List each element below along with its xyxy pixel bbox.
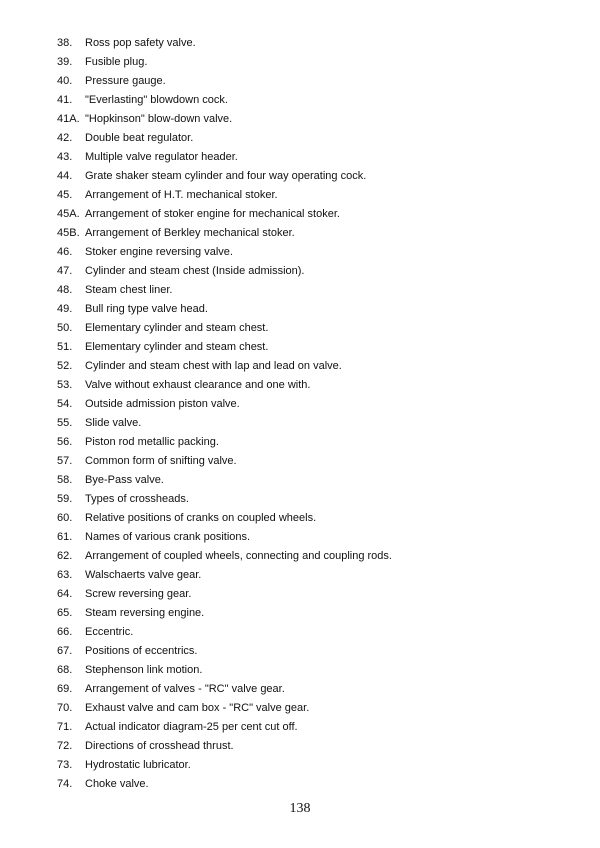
list-item [57, 338, 392, 357]
item-number: 44. [57, 170, 73, 182]
list-item [57, 737, 392, 756]
item-text: Names of various crank positions. [85, 531, 251, 543]
list-item [57, 357, 392, 376]
list-item [57, 319, 392, 338]
item-number: 68. [57, 664, 73, 676]
item-text: Cylinder and steam chest (Inside admission). [85, 265, 305, 277]
item-number: 50. [57, 322, 73, 334]
item-number: 64. [57, 588, 73, 600]
list-item [57, 243, 392, 262]
item-text: Exhaust valve and cam box - "RC" valve gear. [85, 702, 310, 714]
item-number: 59. [57, 493, 73, 505]
list-item [57, 262, 392, 281]
item-number: 48. [57, 284, 73, 296]
list-item [57, 604, 392, 623]
item-number: 66. [57, 626, 73, 638]
item-number: 62. [57, 550, 73, 562]
list-item [57, 756, 392, 775]
item-text: Positions of eccentrics. [85, 645, 198, 657]
list-item [57, 642, 392, 661]
item-number: 65. [57, 607, 73, 619]
item-text: Choke valve. [85, 778, 149, 790]
item-text: Elementary cylinder and steam chest. [85, 341, 269, 353]
item-text: Arrangement of valves - "RC" valve gear. [85, 683, 285, 695]
list-item [57, 585, 392, 604]
item-text: Pressure gauge. [85, 75, 166, 87]
list-item [57, 110, 392, 129]
item-number: 45. [57, 189, 73, 201]
figure-list [57, 34, 392, 794]
item-number: 46. [57, 246, 73, 258]
item-text: Stephenson link motion. [85, 664, 203, 676]
item-number: 52. [57, 360, 73, 372]
item-text: Steam reversing engine. [85, 607, 205, 619]
item-text: "Everlasting" blowdown cock. [85, 94, 228, 106]
list-item [57, 91, 392, 110]
item-text: Arrangement of stoker engine for mechanical stoker. [85, 208, 340, 220]
item-number: 73. [57, 759, 73, 771]
item-number: 47. [57, 265, 73, 277]
item-number: 63. [57, 569, 73, 581]
list-item [57, 623, 392, 642]
list-item [57, 490, 392, 509]
item-text: Arrangement of Berkley mechanical stoker. [85, 227, 295, 239]
item-number: 69. [57, 683, 73, 695]
item-text: Fusible plug. [85, 56, 148, 68]
list-item [57, 699, 392, 718]
item-text: Double beat regulator. [85, 132, 194, 144]
item-number: 74. [57, 778, 73, 790]
list-item [57, 205, 392, 224]
item-number: 53. [57, 379, 73, 391]
list-item [57, 281, 392, 300]
item-number: 51. [57, 341, 73, 353]
list-item [57, 395, 392, 414]
item-number: 55. [57, 417, 73, 429]
list-item [57, 167, 392, 186]
item-text: Grate shaker steam cylinder and four way operating cock. [85, 170, 367, 182]
list-item [57, 718, 392, 737]
list-item [57, 72, 392, 91]
item-text: Arrangement of H.T. mechanical stoker. [85, 189, 278, 201]
list-item [57, 509, 392, 528]
list-item [57, 300, 392, 319]
item-number: 41. [57, 94, 73, 106]
list-item [57, 414, 392, 433]
item-text: Arrangement of coupled wheels, connecting and coupling rods. [85, 550, 392, 562]
list-item [57, 775, 392, 794]
item-text: Directions of crosshead thrust. [85, 740, 234, 752]
item-number: 57. [57, 455, 73, 467]
item-number: 71. [57, 721, 73, 733]
item-text: Hydrostatic lubricator. [85, 759, 191, 771]
list-item [57, 680, 392, 699]
list-item [57, 186, 392, 205]
list-item [57, 34, 392, 53]
item-text: Ross pop safety valve. [85, 37, 196, 49]
item-text: Bye-Pass valve. [85, 474, 164, 486]
item-text: Multiple valve regulator header. [85, 151, 238, 163]
list-item [57, 376, 392, 395]
item-number: 45A. [57, 208, 80, 220]
list-item [57, 528, 392, 547]
item-text: Screw reversing gear. [85, 588, 192, 600]
list-item [57, 547, 392, 566]
item-text: Walschaerts valve gear. [85, 569, 202, 581]
item-text: Eccentric. [85, 626, 134, 638]
item-number: 40. [57, 75, 73, 87]
item-number: 45B. [57, 227, 80, 239]
item-text: Steam chest liner. [85, 284, 173, 296]
list-item [57, 53, 392, 72]
item-number: 58. [57, 474, 73, 486]
item-text: Outside admission piston valve. [85, 398, 240, 410]
item-text: Elementary cylinder and steam chest. [85, 322, 269, 334]
item-number: 43. [57, 151, 73, 163]
list-item [57, 129, 392, 148]
item-number: 67. [57, 645, 73, 657]
list-item [57, 224, 392, 243]
page-number: 138 [289, 801, 311, 816]
item-text: "Hopkinson" blow-down valve. [85, 113, 233, 125]
item-text: Slide valve. [85, 417, 142, 429]
item-text: Cylinder and steam chest with lap and lead on valve. [85, 360, 342, 372]
item-number: 56. [57, 436, 73, 448]
item-number: 39. [57, 56, 73, 68]
item-number: 70. [57, 702, 73, 714]
list-item [57, 148, 392, 167]
item-text: Relative positions of cranks on coupled wheels. [85, 512, 317, 524]
item-text: Common form of snifting valve. [85, 455, 237, 467]
item-text: Bull ring type valve head. [85, 303, 208, 315]
item-number: 49. [57, 303, 73, 315]
list-item [57, 661, 392, 680]
item-text: Valve without exhaust clearance and one with. [85, 379, 311, 391]
item-number: 54. [57, 398, 73, 410]
item-number: 61. [57, 531, 73, 543]
item-number: 42. [57, 132, 73, 144]
item-number: 38. [57, 37, 73, 49]
item-text: Stoker engine reversing valve. [85, 246, 233, 258]
list-item [57, 452, 392, 471]
item-number: 41A. [57, 113, 80, 125]
item-number: 60. [57, 512, 73, 524]
list-item [57, 471, 392, 490]
item-text: Actual indicator diagram-25 per cent cut off. [85, 721, 298, 733]
list-item [57, 566, 392, 585]
item-text: Types of crossheads. [85, 493, 189, 505]
item-number: 72. [57, 740, 73, 752]
list-item [57, 433, 392, 452]
item-text: Piston rod metallic packing. [85, 436, 219, 448]
